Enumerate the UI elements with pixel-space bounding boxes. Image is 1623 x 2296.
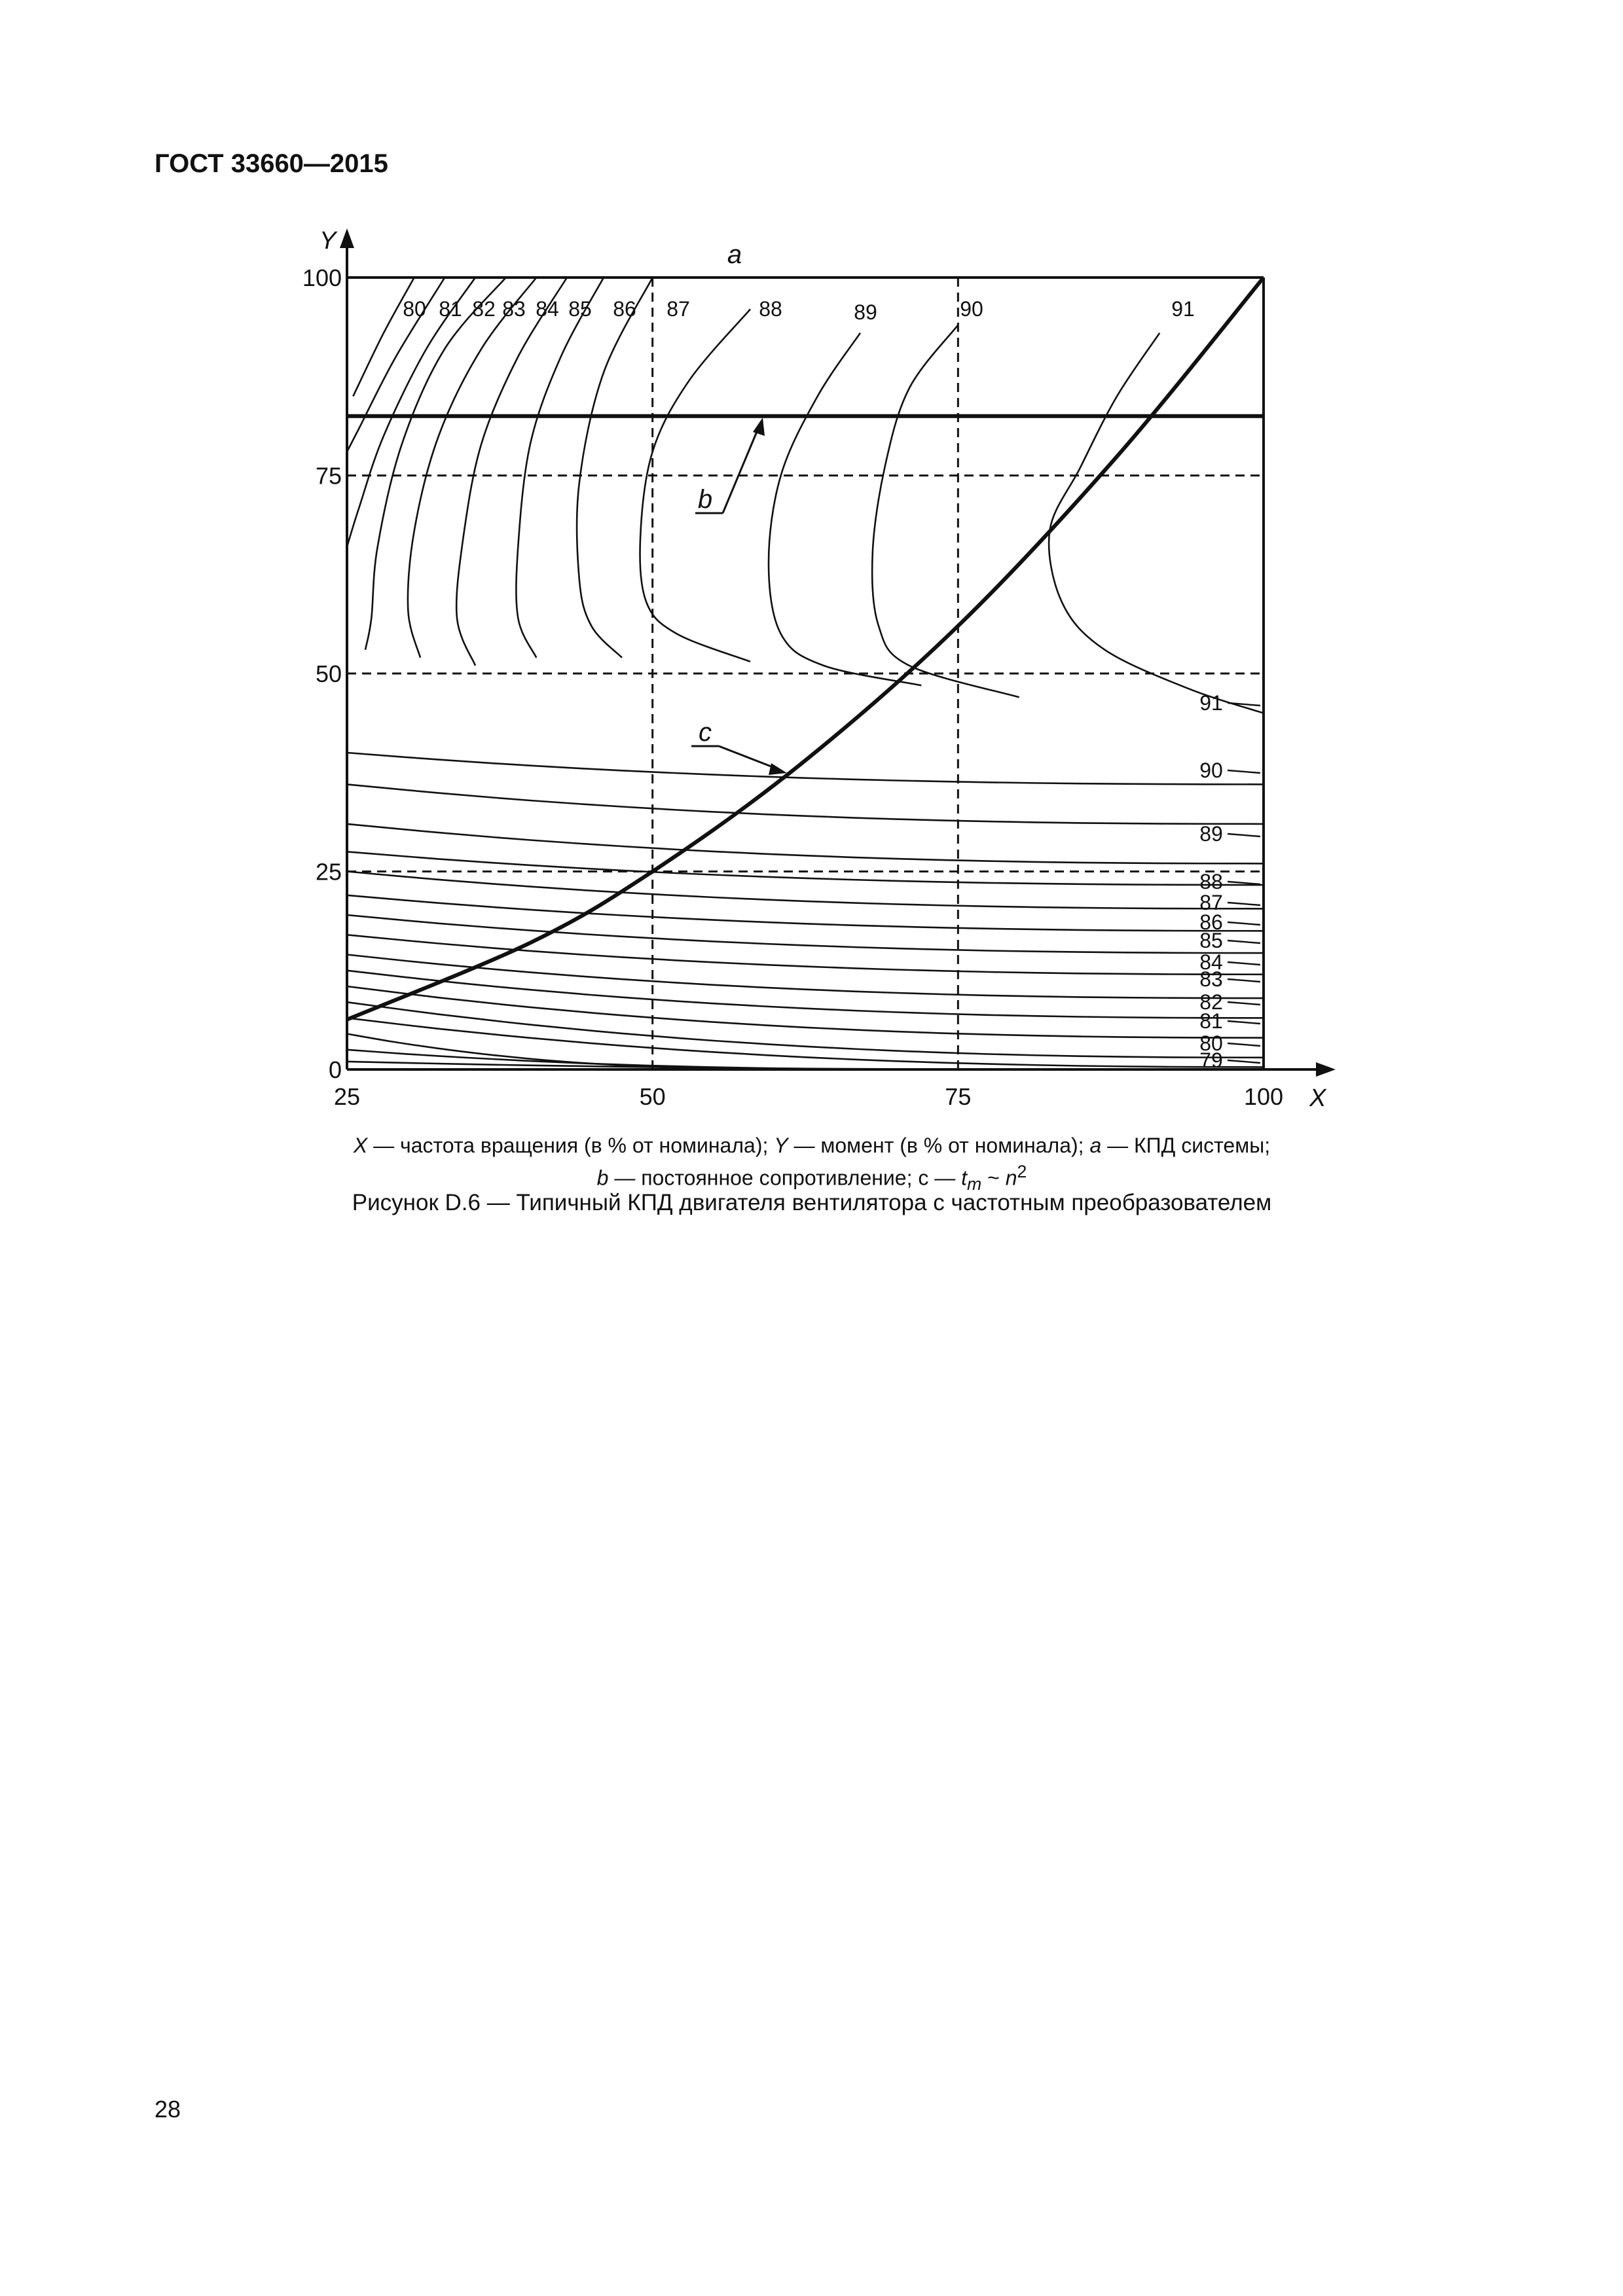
torque-contour-13: [347, 1034, 799, 1070]
y-axis-arrow: [340, 228, 354, 248]
contour-label-right-87: 87: [1199, 891, 1223, 914]
contour-label-right-80: 80: [1199, 1031, 1223, 1055]
contour-label-right-85: 85: [1199, 929, 1223, 952]
contour-label-right-86: 86: [1199, 910, 1223, 934]
contour-label-top-90: 90: [960, 297, 983, 321]
contour-label-right-82: 82: [1199, 990, 1223, 1014]
x-tick-label-100: 100: [1243, 1083, 1284, 1110]
contour-label-top-88: 88: [759, 297, 782, 321]
contour-label-leader-86: [1228, 922, 1260, 925]
figure-legend: [196, 1132, 1427, 1197]
x-axis-arrow: [1316, 1062, 1336, 1077]
annotation-b: b: [697, 485, 713, 514]
legend-line-1: [196, 1132, 1427, 1158]
chart-gridlines: [347, 278, 1264, 1069]
annotation-c-arrow: [769, 763, 787, 775]
contour-label-leader-81: [1228, 1021, 1260, 1024]
figure-caption: Рисунок D.6 — Типичный КПД двигателя вентилятора с частотным преобразователем: [352, 1190, 1272, 1215]
efficiency-contour-87: [577, 278, 653, 658]
contour-label-top-86: 86: [613, 297, 636, 321]
legend-a-symbol: a: [1089, 1134, 1102, 1157]
legend-n-exponent: 2: [1017, 1162, 1027, 1181]
x-tick-label-50: 50: [639, 1083, 666, 1110]
x-tick-label-75: 75: [945, 1083, 972, 1110]
y-tick-label-25: 25: [315, 858, 342, 886]
contour-label-top-83: 83: [502, 297, 526, 321]
annotation-b-leader: [723, 425, 759, 513]
y-tick-label-0: 0: [328, 1056, 342, 1083]
contour-label-right-89: 89: [1199, 822, 1223, 846]
contour-label-leader-79: [1228, 1060, 1260, 1063]
document-header: ГОСТ 33660—2015: [155, 149, 388, 178]
chart-frame: [340, 228, 1336, 1077]
contour-label-leader-87: [1228, 903, 1260, 905]
annotation-c-leader: [719, 746, 778, 769]
legend-tilde: ~: [981, 1166, 1006, 1190]
efficiency-contour-85: [456, 278, 567, 666]
efficiency-contour-89: [769, 333, 921, 685]
efficiency-contour-86: [516, 278, 604, 658]
legend-b-text: — постоянное сопротивление; c —: [608, 1166, 962, 1190]
torque-contour-1: [347, 784, 1264, 824]
contour-label-right-88: 88: [1199, 870, 1223, 893]
efficiency-contour-91: [1049, 333, 1264, 713]
contour-label-top-85: 85: [568, 297, 592, 321]
legend-tm-subscript: m: [967, 1174, 982, 1194]
contour-label-right-90: 90: [1199, 759, 1223, 782]
contour-label-leader-84: [1228, 962, 1260, 965]
page-number: 28: [155, 2096, 181, 2123]
torque-contour-4: [347, 872, 1264, 909]
legend-b-symbol: b: [596, 1166, 609, 1190]
efficiency-contour-81: [347, 278, 445, 452]
torque-contour-2: [347, 824, 1264, 864]
y-tick-label-50: 50: [315, 660, 342, 687]
contour-label-top-82: 82: [472, 297, 496, 321]
legend-x-text: — частота вращения (в % от номинала);: [367, 1134, 775, 1157]
x-axis-label: X: [1309, 1085, 1326, 1112]
efficiency-contour-90: [872, 325, 1019, 698]
contour-label-top-91: 91: [1171, 297, 1195, 321]
torque-contour-12: [347, 1018, 1264, 1067]
chart-labels: [302, 227, 1327, 1112]
x-tick-label-25: 25: [333, 1083, 361, 1110]
contour-label-right-81: 81: [1199, 1009, 1223, 1033]
y-axis-label: Y: [319, 227, 337, 255]
annotation-b-arrow: [753, 418, 765, 436]
contour-label-top-80: 80: [403, 297, 426, 321]
y-tick-label-100: 100: [302, 264, 342, 291]
contour-label-right-83: 83: [1199, 967, 1223, 991]
contour-label-leader-85: [1228, 941, 1260, 943]
contour-label-leader-83: [1228, 979, 1260, 982]
torque-contour-10: [347, 986, 1264, 1038]
contour-label-leader-89: [1228, 834, 1260, 836]
legend-y-symbol: Y: [774, 1134, 788, 1157]
contour-label-right-91: 91: [1199, 691, 1223, 715]
torque-contour-0: [347, 753, 1264, 784]
contour-label-leader-88: [1228, 882, 1260, 884]
contour-label-top-81: 81: [439, 297, 462, 321]
contour-label-right-79: 79: [1199, 1049, 1223, 1072]
torque-contour-11: [347, 1002, 1264, 1058]
legend-x-symbol: X: [353, 1134, 368, 1157]
contour-label-top-87: 87: [666, 297, 690, 321]
annotation-c: c: [699, 718, 712, 747]
legend-n-symbol: n: [1005, 1166, 1017, 1190]
contour-label-leader-82: [1228, 1002, 1260, 1005]
legend-y-text: — момент (в % от номинала);: [788, 1134, 1090, 1157]
legend-a-text: — КПД системы;: [1101, 1134, 1271, 1157]
contour-label-top-84: 84: [536, 297, 559, 321]
y-tick-label-75: 75: [315, 462, 342, 490]
contour-label-top-89: 89: [854, 300, 877, 324]
contour-label-leader-80: [1228, 1043, 1260, 1046]
contour-label-right-84: 84: [1199, 950, 1223, 974]
torque-contour-3: [347, 852, 1264, 885]
legend-tm-symbol: t: [961, 1166, 968, 1190]
annotation-a: a: [727, 240, 742, 269]
contour-label-leader-90: [1228, 770, 1260, 773]
torque-contour-9: [347, 971, 1264, 1018]
